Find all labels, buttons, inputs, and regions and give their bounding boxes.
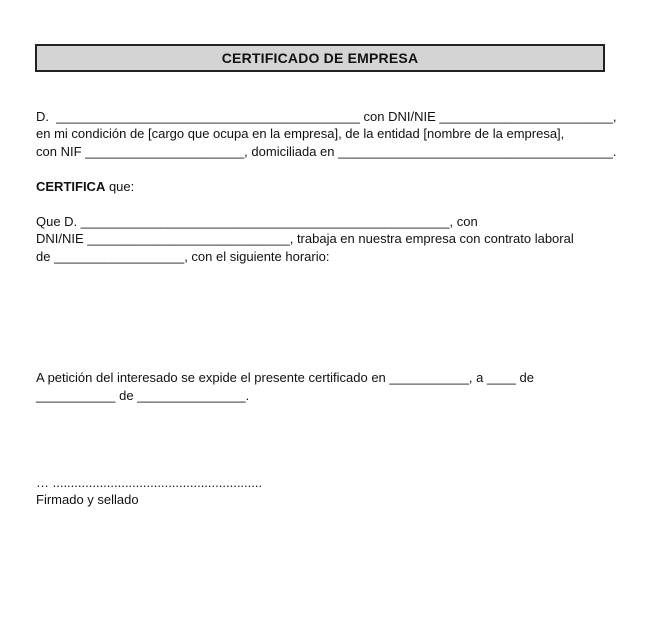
document-title: CERTIFICADO DE EMPRESA: [221, 50, 419, 66]
paragraph-line-6: de __________________, con el siguiente horario:: [36, 249, 330, 264]
paragraph-line-2: en mi condición de [cargo que ocupa en la empresa], de la entidad [nombre de la empresa],: [36, 126, 565, 141]
certifica-rest: que:: [105, 179, 135, 194]
paragraph-line-7: A petición del interesado se expide el presente certificado en ___________, a ____ de: [36, 370, 534, 385]
paragraph-line-4: Que D. ___________________________________________________, con: [36, 214, 478, 229]
signature-caption: Firmado y sellado: [36, 492, 139, 507]
paragraph-line-3: con NIF ______________________, domiciliada en ______________________________________.: [36, 144, 617, 159]
document-title-box: [35, 44, 605, 72]
paragraph-line-1: D. __________________________________________ con DNI/NIE ________________________,: [36, 109, 617, 124]
certifica-line: [36, 178, 134, 195]
paragraph-line-5: DNI/NIE ____________________________, trabaja en nuestra empresa con contrato laboral: [36, 231, 574, 246]
paragraph-line-8: ___________ de _______________.: [36, 388, 250, 403]
certifica-keyword: CERTIFICA: [36, 179, 106, 194]
signature-dots: … ..........................................................: [36, 475, 263, 490]
